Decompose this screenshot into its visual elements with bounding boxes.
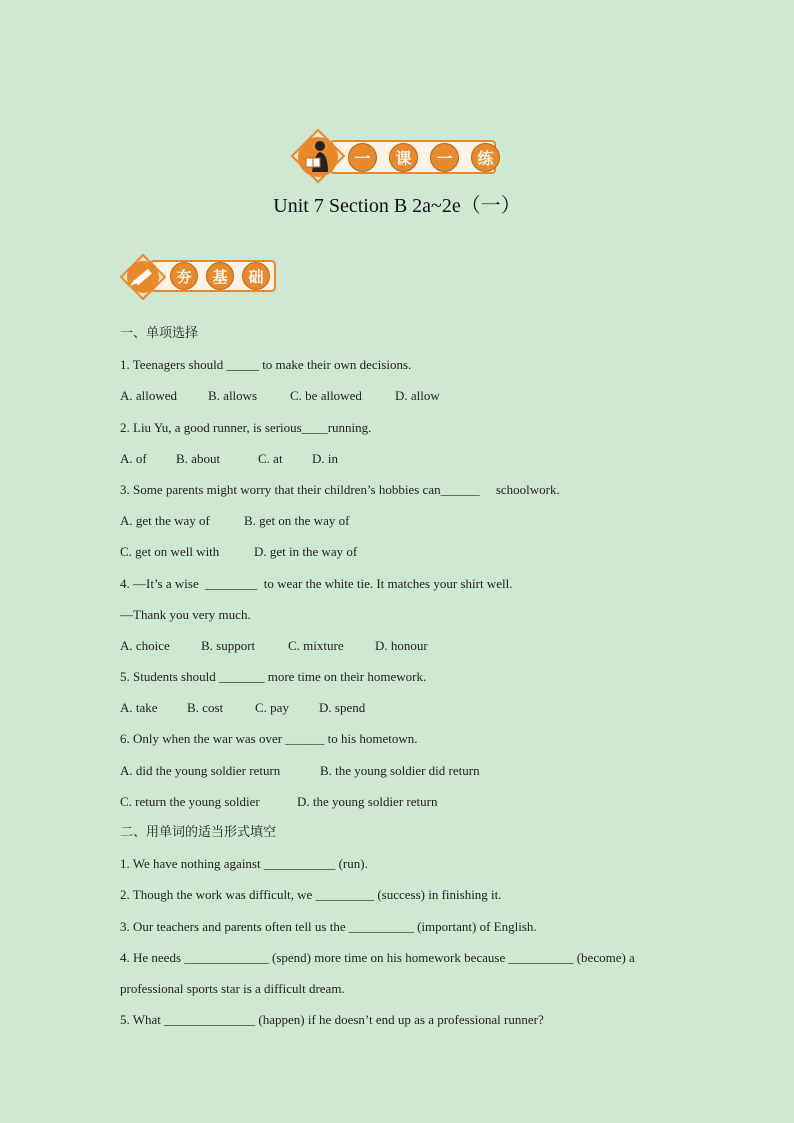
question-5: 5. Students should _______ more time on their homework.	[120, 669, 427, 685]
option: B. get on the way of	[244, 513, 350, 529]
fill-item-2: 2. Though the work was difficult, we _________ (success) in finishing it.	[120, 887, 502, 903]
option: D. get in the way of	[254, 544, 358, 560]
question-2-options	[120, 443, 690, 474]
exercise-content	[120, 318, 690, 1035]
option: C. at	[258, 450, 283, 466]
section-char: 础	[242, 262, 270, 290]
question-4-options	[120, 630, 690, 661]
option: C. pay	[255, 700, 289, 716]
option: A. allowed	[120, 388, 178, 404]
option: B. support	[201, 637, 256, 653]
part1-heading: 一、单项选择	[120, 326, 199, 341]
question-6: 6. Only when the war was over ______ to his hometown.	[120, 731, 418, 747]
option: C. return the young soldier	[120, 793, 260, 809]
question-1-options	[120, 380, 690, 411]
option: A. choice	[120, 637, 170, 653]
option: A. get the way of	[120, 513, 210, 529]
fill-item-4-continued: professional sports star is a difficult dream.	[120, 980, 345, 996]
banner-char: 一	[348, 143, 377, 172]
option: C. get on well with	[120, 544, 220, 560]
question-3-options-row2	[120, 536, 690, 567]
question-3: 3. Some parents might worry that their children’s hobbies can______ schoolwork.	[120, 481, 560, 497]
option: B. allows	[208, 388, 258, 404]
option: A. take	[120, 700, 158, 716]
part2-heading: 二、用单词的适当形式填空	[120, 825, 277, 840]
option: D. in	[312, 450, 338, 466]
section-char: 夯	[170, 262, 198, 290]
option: D. the young soldier return	[297, 793, 438, 809]
option: D. allow	[395, 388, 440, 404]
fill-item-3: 3. Our teachers and parents often tell us the __________ (important) of English.	[120, 918, 537, 934]
banner-char: 练	[471, 143, 500, 172]
option: A. did the young soldier return	[120, 762, 281, 778]
question-4: 4. —It’s a wise ________ to wear the white tie. It matches your shirt well.	[120, 575, 513, 591]
question-1: 1. Teenagers should _____ to make their own decisions.	[120, 357, 412, 373]
option: D. spend	[319, 700, 366, 716]
question-3-options-row1	[120, 505, 690, 536]
pencil-icon	[120, 254, 166, 300]
option: D. honour	[375, 637, 428, 653]
question-5-options	[120, 692, 690, 723]
fill-item-1: 1. We have nothing against ___________ (run).	[120, 856, 368, 872]
option: A. of	[120, 450, 147, 466]
question-2: 2. Liu Yu, a good runner, is serious____running.	[120, 419, 372, 435]
banner-char: 一	[430, 143, 459, 172]
option: C. mixture	[288, 637, 344, 653]
question-4-reply: —Thank you very much.	[120, 606, 251, 622]
option: C. be allowed	[290, 388, 362, 404]
question-6-options-row2	[120, 786, 690, 817]
section-char: 基	[206, 262, 234, 290]
section-banner	[120, 252, 280, 300]
page-title: Unit 7 Section B 2a~2e（一）	[273, 195, 521, 217]
banner-char: 课	[389, 143, 418, 172]
fill-item-5: 5. What ______________ (happen) if he doesn’t end up as a professional runner?	[120, 1012, 544, 1028]
fill-item-4: 4. He needs _____________ (spend) more time on his homework because __________ (become) a	[120, 949, 635, 965]
option: B. the young soldier did return	[320, 762, 480, 778]
option: B. cost	[187, 700, 224, 716]
lesson-banner	[290, 128, 500, 186]
teacher-reading-icon	[290, 128, 346, 184]
question-6-options-row1	[120, 755, 690, 786]
option: B. about	[176, 450, 221, 466]
